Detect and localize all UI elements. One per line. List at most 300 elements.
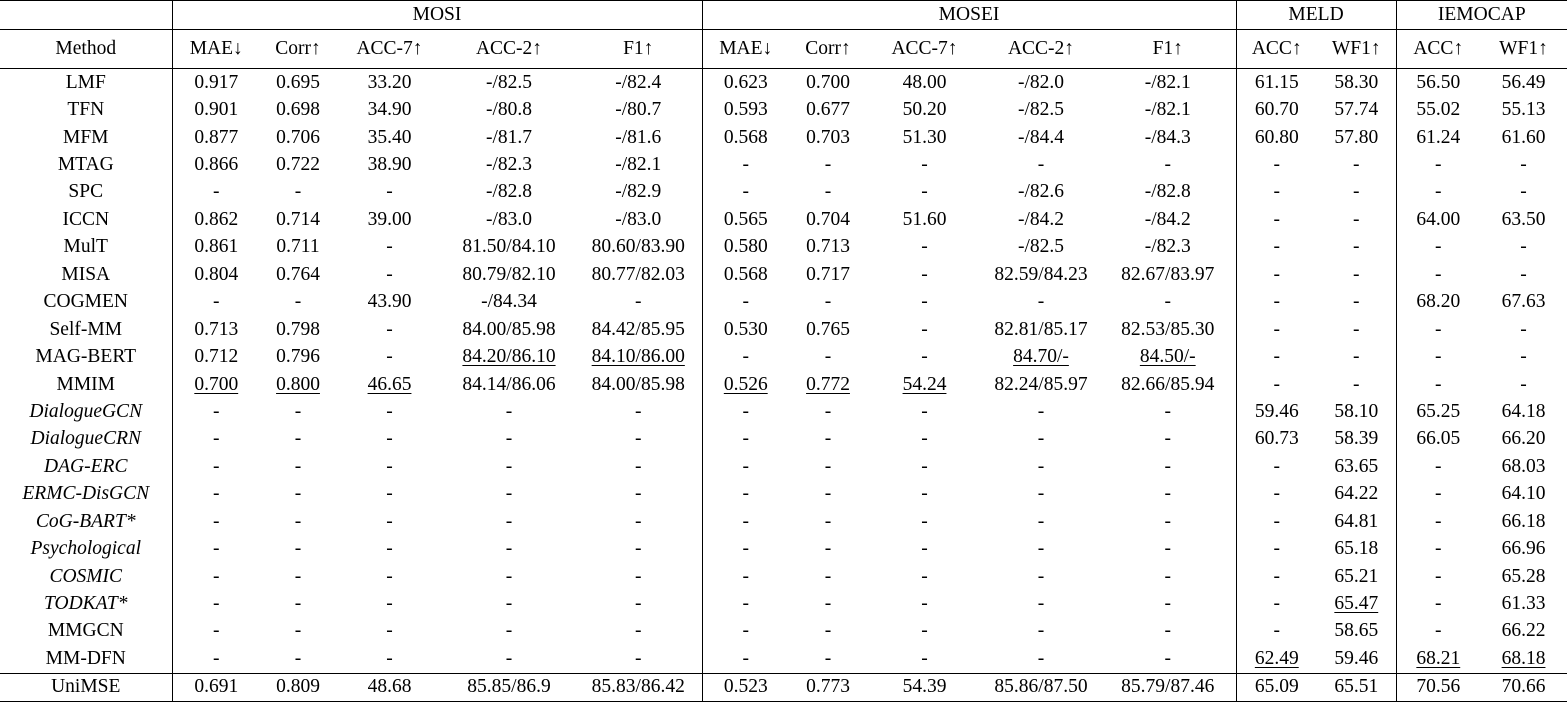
value-cell: -	[824, 400, 832, 422]
header-mosi-acc2: ACC-2↑	[475, 38, 543, 59]
value-cell: 0.901	[172, 96, 260, 123]
value-cell: -	[294, 565, 302, 587]
value-cell: 0.712	[172, 343, 260, 370]
value-cell: -/82.6	[1017, 181, 1065, 203]
value-cell: 48.00	[902, 71, 947, 93]
value-cell	[1236, 645, 1317, 673]
method-cell: Psychological	[30, 538, 141, 560]
value-cell: 68.20	[1396, 289, 1480, 316]
value-cell: 67.63	[1501, 291, 1546, 313]
value-cell: -	[635, 455, 642, 477]
value-cell: -	[172, 563, 260, 590]
value-cell: -	[386, 318, 393, 340]
value-cell: -	[386, 620, 393, 642]
value-cell: -	[294, 620, 302, 642]
value-cell: -	[1164, 455, 1172, 477]
value-cell: -	[1396, 535, 1480, 562]
value-cell: -	[1353, 346, 1360, 368]
table-row	[0, 371, 1567, 398]
value-cell: -	[505, 483, 513, 505]
method-cell: MMIM	[56, 373, 115, 395]
table-row	[0, 453, 1567, 480]
value-cell: 66.96	[1501, 538, 1546, 560]
value-cell: -	[1396, 343, 1480, 370]
value-cell: -	[921, 510, 928, 532]
value-cell: -	[172, 535, 260, 562]
value-cell: 38.90	[367, 154, 412, 176]
value-cell: -	[294, 181, 302, 203]
value-cell: -/83.0	[485, 208, 533, 230]
value-cell: -	[505, 428, 513, 450]
method-cell: ERMC-DisGCN	[22, 483, 150, 505]
value-cell: -	[386, 593, 393, 615]
value-cell	[982, 343, 1100, 370]
table-row	[0, 398, 1567, 425]
value-cell	[1396, 645, 1480, 673]
value-cell: 57.74	[1334, 99, 1379, 121]
value-cell: -	[1236, 535, 1317, 562]
value-cell: -	[1236, 206, 1317, 233]
value-cell: 58.30	[1334, 71, 1379, 93]
value-cell: -	[505, 400, 513, 422]
value-cell: -	[1520, 373, 1527, 395]
value-cell: -	[702, 481, 789, 508]
value-cell: -	[1164, 483, 1172, 505]
value-cell: -	[505, 647, 513, 669]
value-cell: -/82.1	[1144, 99, 1191, 121]
value-cell	[172, 371, 260, 398]
value-cell: -/82.5	[1017, 99, 1065, 121]
value-cell: -	[1396, 618, 1480, 645]
header-iemocap-acc: ACC↑	[1396, 30, 1480, 69]
value-cell: -	[1164, 620, 1172, 642]
value-cell: -	[702, 645, 789, 673]
value-cell	[1317, 590, 1396, 617]
value-cell: -/84.2	[1017, 208, 1065, 230]
value-cell: -	[1396, 371, 1480, 398]
method-cell: ICCN	[62, 208, 110, 230]
value-cell: 55.13	[1501, 99, 1546, 121]
value-cell: -	[702, 426, 789, 453]
method-cell: Self-MM	[49, 318, 123, 340]
value-cell: 50.20	[902, 99, 947, 121]
value-cell: -	[1396, 481, 1480, 508]
table-row	[0, 645, 1567, 673]
header-mosi-corr: Corr↑	[275, 38, 321, 59]
value-cell: 0.698	[276, 99, 320, 121]
method-cell: LMF	[65, 71, 106, 93]
value-cell: 0.861	[172, 234, 260, 261]
group-meld: MELD	[1236, 1, 1396, 30]
value-cell: -	[921, 181, 928, 203]
value-cell: 63.65	[1334, 455, 1379, 477]
value-cell: -	[1164, 154, 1172, 176]
value-cell: -	[1236, 618, 1317, 645]
value-cell: -	[172, 590, 260, 617]
value-cell: -	[1236, 343, 1317, 370]
underlined-value: 0.800	[276, 373, 320, 395]
value-cell: 0.796	[276, 346, 320, 368]
underlined-value: 62.49	[1254, 647, 1299, 669]
header-meld-acc: ACC↑	[1236, 30, 1317, 69]
value-cell: -	[386, 510, 393, 532]
header-mosei-acc2: ACC-2↑	[1007, 38, 1075, 59]
header-mosi-acc7: ACC-7↑	[356, 38, 423, 59]
value-cell: -/84.4	[1017, 126, 1065, 148]
value-cell: -	[1236, 508, 1317, 535]
value-cell: 63.50	[1501, 208, 1546, 230]
value-cell: -	[294, 291, 302, 313]
value-cell: 64.22	[1334, 483, 1379, 505]
value-cell: 33.20	[367, 71, 412, 93]
table-row	[0, 590, 1567, 617]
method-cell: MMGCN	[47, 620, 124, 642]
value-cell: -	[172, 289, 260, 316]
value-cell: -	[1353, 373, 1360, 395]
value-cell: -	[294, 400, 302, 422]
value-cell: 64.81	[1334, 510, 1379, 532]
method-cell: CoG-BART*	[35, 510, 136, 532]
value-cell: -	[824, 593, 832, 615]
value-cell: -	[1236, 453, 1317, 480]
value-cell: -	[386, 346, 393, 368]
value-cell: -	[505, 565, 513, 587]
value-cell: -/83.0	[615, 208, 662, 230]
value-cell: -	[172, 645, 260, 673]
value-cell: 54.39	[902, 676, 947, 698]
value-cell: 61.33	[1501, 593, 1546, 615]
value-cell: -	[386, 428, 393, 450]
value-cell: -	[1164, 510, 1172, 532]
value-cell: -	[824, 483, 832, 505]
value-cell: 82.66/85.94	[1121, 373, 1215, 395]
table-row	[0, 96, 1567, 123]
value-cell: 57.80	[1334, 126, 1379, 148]
value-cell: -	[294, 428, 302, 450]
value-cell: -	[1396, 179, 1480, 206]
value-cell: -	[386, 455, 393, 477]
value-cell: -	[1037, 538, 1045, 560]
value-cell: -	[1520, 346, 1527, 368]
value-cell: -	[294, 455, 302, 477]
table-row	[0, 69, 1567, 97]
value-cell: -	[635, 510, 642, 532]
value-cell: -	[1236, 590, 1317, 617]
value-cell: -/82.1	[615, 154, 662, 176]
value-cell: -	[1037, 620, 1045, 642]
value-cell: 59.46	[1236, 398, 1317, 425]
value-cell: 60.70	[1236, 96, 1317, 123]
value-cell: -	[824, 181, 832, 203]
value-cell: -/82.5	[485, 71, 533, 93]
value-cell: 84.42/85.95	[591, 318, 685, 340]
value-cell: -	[921, 538, 928, 560]
value-cell: -	[824, 291, 832, 313]
group-mosi: MOSI	[172, 1, 702, 30]
value-cell: -	[1037, 455, 1045, 477]
value-cell: 0.593	[702, 96, 789, 123]
value-cell: -	[1520, 236, 1527, 258]
value-cell: -	[1396, 151, 1480, 178]
value-cell: -	[505, 593, 513, 615]
value-cell: 0.580	[702, 234, 789, 261]
value-cell: 34.90	[367, 99, 412, 121]
table-row	[0, 261, 1567, 288]
value-cell: 70.66	[1501, 676, 1546, 698]
value-cell: -	[172, 453, 260, 480]
underlined-value: 0.700	[194, 373, 239, 395]
value-cell: 0.530	[702, 316, 789, 343]
value-cell: -	[1236, 316, 1317, 343]
value-cell: -	[921, 236, 928, 258]
table-row	[0, 343, 1567, 370]
value-cell: -	[1236, 563, 1317, 590]
value-cell: -	[1236, 289, 1317, 316]
value-cell: -	[921, 318, 928, 340]
value-cell: -	[1164, 647, 1172, 669]
value-cell: 0.862	[172, 206, 260, 233]
value-cell: -	[921, 154, 928, 176]
value-cell: -	[702, 535, 789, 562]
table-row	[0, 508, 1567, 535]
value-cell: -	[824, 510, 832, 532]
value-cell: -/82.1	[1144, 71, 1191, 93]
header-mosi-mae: MAE↓	[172, 30, 260, 69]
value-cell: -	[1353, 154, 1360, 176]
value-cell: 65.25	[1396, 398, 1480, 425]
value-cell: 39.00	[367, 208, 412, 230]
value-cell: -	[1396, 453, 1480, 480]
value-cell	[336, 371, 443, 398]
underlined-value: 68.21	[1416, 647, 1461, 669]
method-cell: DialogueGCN	[29, 400, 143, 422]
value-cell: -/81.6	[615, 126, 662, 148]
value-cell: -	[1520, 318, 1527, 340]
method-cell: MulT	[63, 236, 108, 258]
method-cell: DAG-ERC	[44, 455, 128, 477]
value-cell: -	[824, 538, 832, 560]
value-cell: -	[1164, 291, 1172, 313]
table-row	[0, 673, 1567, 701]
value-cell: -	[1396, 563, 1480, 590]
value-cell: -	[1520, 181, 1527, 203]
value-cell: -	[921, 346, 928, 368]
value-cell: -	[702, 563, 789, 590]
value-cell: 0.700	[806, 71, 850, 93]
underlined-value: 84.10/86.00	[591, 346, 685, 368]
value-cell: -	[1396, 508, 1480, 535]
value-cell	[1480, 645, 1567, 673]
value-cell: -	[1236, 371, 1317, 398]
value-cell: -/82.3	[1144, 236, 1191, 258]
value-cell: -/82.0	[1017, 71, 1065, 93]
underlined-value: 46.65	[367, 373, 412, 395]
value-cell: 60.80	[1236, 124, 1317, 151]
value-cell: -	[921, 291, 928, 313]
value-cell: 56.50	[1396, 69, 1480, 97]
value-cell: 0.706	[276, 126, 320, 148]
value-cell: 0.568	[702, 261, 789, 288]
value-cell: -	[1037, 483, 1045, 505]
value-cell: -	[1037, 291, 1045, 313]
value-cell: -	[921, 483, 928, 505]
value-cell: 0.704	[806, 208, 850, 230]
method-cell: COGMEN	[43, 291, 128, 313]
value-cell: -	[702, 508, 789, 535]
value-cell: 84.00/85.98	[591, 373, 685, 395]
method-cell: MISA	[61, 263, 111, 285]
underlined-value: 0.772	[806, 373, 850, 395]
value-cell	[260, 371, 336, 398]
value-cell: -/82.8	[485, 181, 533, 203]
value-cell: 43.90	[367, 291, 412, 313]
value-cell: -	[635, 593, 642, 615]
value-cell: -	[635, 565, 642, 587]
header-mosei-acc7: ACC-7↑	[891, 38, 958, 59]
table-row	[0, 563, 1567, 590]
value-cell: -	[921, 593, 928, 615]
value-cell: -	[921, 400, 928, 422]
value-cell: -	[635, 428, 642, 450]
underlined-value: 84.50/-	[1139, 346, 1196, 368]
table-row	[0, 481, 1567, 508]
value-cell: 0.691	[172, 673, 260, 701]
column-header-row	[0, 30, 1567, 69]
value-cell: -	[702, 151, 789, 178]
header-mosei-mae: MAE↓	[702, 30, 789, 69]
value-cell: -	[921, 647, 928, 669]
value-cell: 59.46	[1334, 647, 1379, 669]
value-cell: -	[294, 483, 302, 505]
value-cell: -/84.3	[1144, 126, 1191, 148]
value-cell: -	[1353, 236, 1360, 258]
value-cell: -	[824, 647, 832, 669]
value-cell: 80.77/82.03	[591, 263, 685, 285]
value-cell: -	[635, 620, 642, 642]
value-cell: 85.85/86.9	[467, 676, 551, 698]
value-cell: 70.56	[1396, 673, 1480, 701]
value-cell: -	[1236, 151, 1317, 178]
value-cell: -	[1396, 590, 1480, 617]
table-row	[0, 234, 1567, 261]
method-cell: TFN	[67, 99, 105, 121]
value-cell: -	[505, 538, 513, 560]
value-cell: 65.21	[1334, 565, 1379, 587]
value-cell: 35.40	[367, 126, 412, 148]
table-row	[0, 206, 1567, 233]
value-cell: -	[702, 343, 789, 370]
value-cell: -	[386, 181, 393, 203]
value-cell: 61.24	[1396, 124, 1480, 151]
value-cell: -	[635, 291, 642, 313]
value-cell: -	[386, 538, 393, 560]
value-cell: 61.60	[1501, 126, 1546, 148]
method-cell: TODKAT*	[44, 593, 128, 615]
table-row	[0, 124, 1567, 151]
value-cell: 0.623	[702, 69, 789, 97]
value-cell: 0.866	[172, 151, 260, 178]
value-cell: -	[386, 647, 393, 669]
value-cell: 0.713	[172, 316, 260, 343]
value-cell: 66.22	[1501, 620, 1546, 642]
value-cell: 0.677	[806, 99, 850, 121]
table-row	[0, 618, 1567, 645]
value-cell: 0.711	[276, 236, 320, 258]
value-cell: -	[1164, 400, 1172, 422]
underlined-value: 84.20/86.10	[462, 346, 556, 368]
table-row	[0, 426, 1567, 453]
table-row	[0, 316, 1567, 343]
method-cell: MTAG	[57, 154, 114, 176]
value-cell: -	[635, 400, 642, 422]
table-row	[0, 179, 1567, 206]
value-cell: 0.565	[702, 206, 789, 233]
value-cell: -	[702, 289, 789, 316]
value-cell: -	[824, 346, 832, 368]
value-cell: -	[921, 428, 928, 450]
header-meld-wf1: WF1↑	[1331, 38, 1381, 59]
table-body	[0, 69, 1567, 702]
value-cell: -	[1037, 154, 1045, 176]
value-cell: 0.695	[276, 71, 320, 93]
method-cell: UniMSE	[51, 676, 121, 698]
value-cell: -	[1164, 538, 1172, 560]
value-cell: -	[824, 154, 832, 176]
value-cell: -/82.3	[485, 154, 533, 176]
value-cell	[443, 343, 575, 370]
value-cell: -	[824, 455, 832, 477]
value-cell: -	[172, 481, 260, 508]
value-cell: -	[386, 400, 393, 422]
method-cell: SPC	[68, 181, 104, 203]
value-cell: -	[635, 483, 642, 505]
value-cell: -	[1353, 208, 1360, 230]
header-mosei-corr: Corr↑	[805, 38, 851, 59]
value-cell: 48.68	[367, 676, 412, 698]
method-cell: MFM	[62, 126, 109, 148]
value-cell: 58.65	[1334, 620, 1379, 642]
value-cell: -	[294, 593, 302, 615]
value-cell: 0.717	[806, 263, 850, 285]
value-cell: 64.10	[1501, 483, 1546, 505]
value-cell: 82.81/85.17	[994, 318, 1088, 340]
table-row	[0, 289, 1567, 316]
value-cell: 0.798	[276, 318, 320, 340]
value-cell: 55.02	[1396, 96, 1480, 123]
value-cell: -	[505, 455, 513, 477]
value-cell: -	[172, 398, 260, 425]
value-cell: -	[1396, 234, 1480, 261]
header-mosi-f1: F1↑	[623, 38, 654, 59]
value-cell: -	[505, 510, 513, 532]
value-cell: -	[294, 510, 302, 532]
value-cell: -	[172, 618, 260, 645]
value-cell: -	[635, 538, 642, 560]
value-cell: -/82.5	[1017, 236, 1065, 258]
value-cell: -	[1037, 510, 1045, 532]
value-cell: 0.703	[806, 126, 850, 148]
value-cell: 80.60/83.90	[591, 236, 685, 258]
value-cell: 65.09	[1236, 673, 1317, 701]
value-cell: 60.73	[1236, 426, 1317, 453]
value-cell: -	[702, 453, 789, 480]
value-cell: -/80.8	[485, 99, 533, 121]
value-cell: -	[1037, 647, 1045, 669]
value-cell	[702, 371, 789, 398]
dataset-group-row	[0, 1, 1567, 30]
header-mosei-f1: F1↑	[1152, 38, 1183, 59]
value-cell: -	[921, 455, 928, 477]
